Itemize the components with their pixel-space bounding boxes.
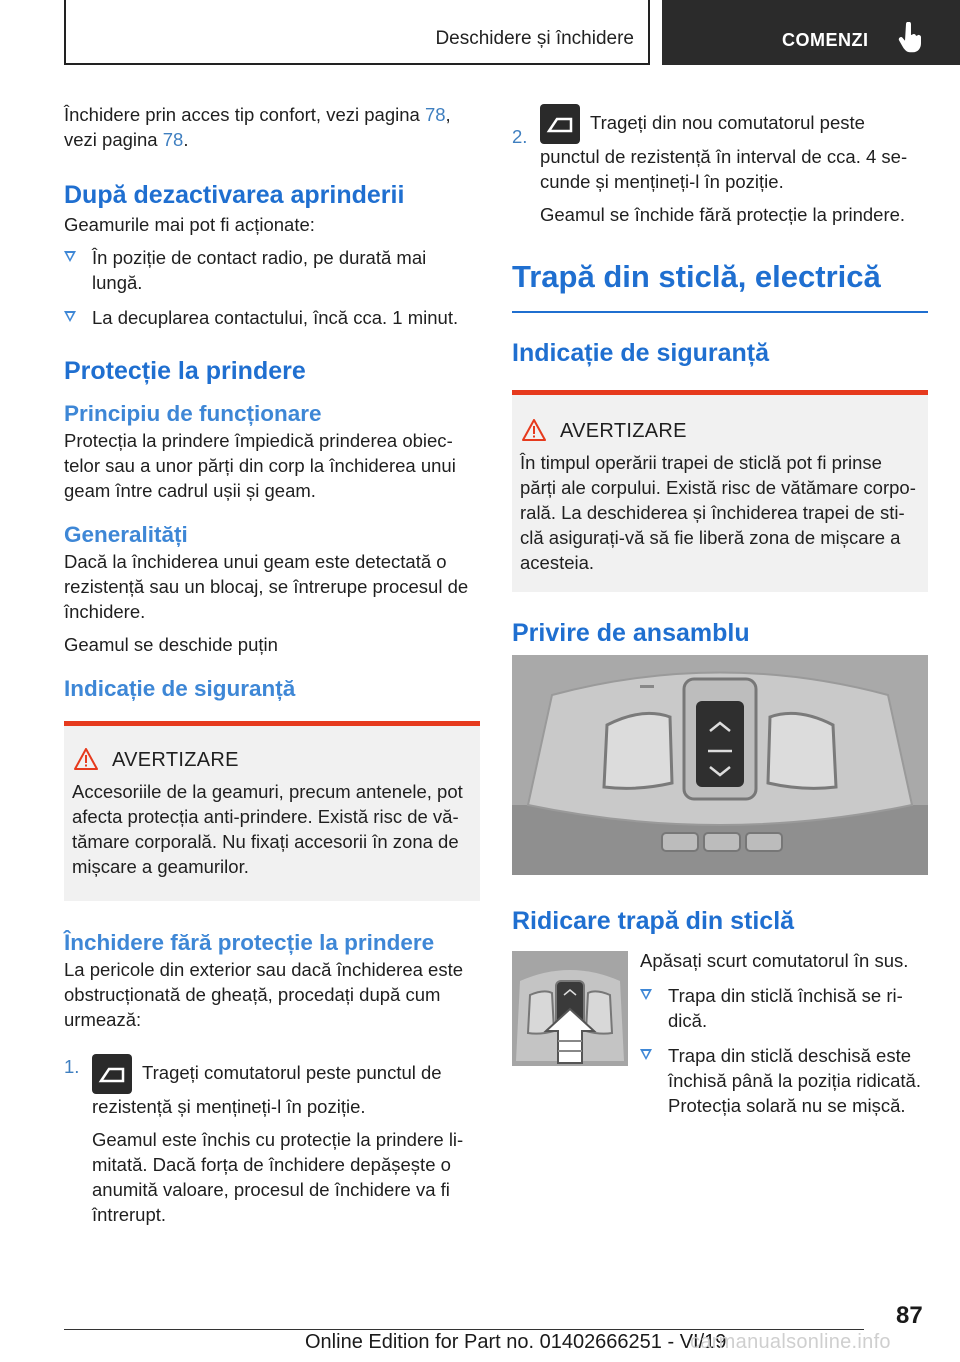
bullet-item [640, 1043, 930, 1118]
warning-text: Accesoriile de la geamuri, precum antenele, pot afecta protecția anti-prindere. Există risc de vătămare corporală. Nu fixați accesorii în zona de mișcare a geamurilor. [72, 781, 463, 877]
intro-paragraph [64, 102, 480, 152]
general-text: Dacă la închiderea unui geam este detectată o rezistență sau un blocaj, se întrerupe procesul de închidere. [64, 551, 469, 622]
page-link-78-second[interactable]: 78 [162, 129, 184, 150]
intro-comma: , [445, 104, 451, 125]
step-2-number: 2. [512, 126, 528, 147]
bullet-triangle-icon [640, 989, 652, 1000]
page-link-78[interactable]: 78 [424, 104, 446, 125]
step-2 [512, 104, 928, 227]
raise-text: Apăsați scurt comutatorul în sus. [640, 950, 909, 971]
bullet-triangle-icon [64, 311, 76, 322]
warning-box [64, 721, 480, 901]
general-text-2: Geamul se deschide puțin [64, 634, 278, 655]
intro-text: Închidere prin acces tip confort, vezi pagina [64, 104, 425, 125]
heading-sunroof: Trapă din sticlă, electrică [512, 259, 881, 294]
heading-principle: Principiu de funcționare [64, 401, 322, 426]
bullet-item [640, 983, 930, 1033]
bullet-triangle-icon [64, 251, 76, 262]
principle-text: Protecția la prindere împiedică prinderea obiectelor sau a unor părți din corp la închiderea unui geam între cadrul ușii și geam. [64, 430, 456, 501]
step-1-text: Trageți comutatorul peste punctul de rezistență și mențineți-l în poziție. [92, 1061, 442, 1117]
step-1-number: 1. [64, 1056, 80, 1077]
intro-text-2: vezi pagina [64, 129, 163, 150]
warning-box-right [512, 390, 928, 592]
warning-triangle-icon [522, 419, 546, 441]
heading-protection: Protecție la prindere [64, 357, 306, 385]
right-column-lower [512, 338, 928, 648]
raise-switch-photo [512, 951, 628, 1066]
footer-divider [64, 1329, 864, 1330]
overhead-console-photo [512, 655, 928, 875]
heading-overview: Privire de ansamblu [512, 619, 750, 647]
step-1-sub: Geamul este închis cu protecție la prindere limitată. Dacă forța de închidere depășește o anumită valoare, procesul de închidere va fi întrerupt. [92, 1129, 464, 1225]
bullet-triangle-icon [640, 1049, 652, 1060]
heading-general: Generalități [64, 522, 188, 547]
hand-pointer-icon [896, 22, 924, 54]
step-2-sub: Geamul se închide fără protecție la prindere. [540, 204, 906, 225]
warning-text-right: În timpul operării trapei de sticlă pot fi prinse părți ale corpului. Există risc de vătămare corporală. La deschiderea și închiderea trapei de sticlă asigurați-vă să fie liberă zona de mișcare a acesteia. [520, 452, 916, 573]
warning-title: AVERTIZARE [112, 749, 239, 771]
windows-can-text: Geamurile mai pot fi acționate: [64, 214, 315, 235]
footer-edition: Online Edition for Part no. 01402666251 - VI/19 [305, 1331, 727, 1353]
heading-after-ignition: După dezactivarea aprinderii [64, 181, 405, 209]
warning-triangle-icon [74, 748, 98, 770]
header-section-title: Deschidere și închidere [435, 28, 634, 49]
window-switch-icon [540, 104, 580, 144]
window-switch-icon [92, 1054, 132, 1094]
heading-safety-right: Indicație de siguranță [512, 339, 770, 367]
footer-watermark: carmanualsonline.info [690, 1331, 891, 1353]
bullet-item [64, 245, 480, 295]
bullet-text: Trapa din sticlă deschisă este închisă până la poziția ridicată. Protecția solară nu se mișcă. [668, 1045, 921, 1116]
header-category-box [662, 0, 960, 65]
heading-raise-sunroof: Ridicare trapă din sticlă [512, 907, 795, 935]
heading-safety: Indicație de siguranță [64, 676, 296, 701]
left-column [64, 102, 480, 1227]
page-number: 87 [896, 1302, 923, 1329]
bullet-text: Trapa din sticlă închisă se ridică. [668, 985, 903, 1031]
warning-title-right: AVERTIZARE [560, 420, 687, 442]
right-column [512, 104, 928, 295]
overhead-console-illustration [512, 655, 928, 875]
raise-switch-illustration [512, 951, 628, 1066]
raise-text-block [640, 948, 930, 1118]
step-1 [64, 1054, 480, 1227]
step-2-text: Trageți din nou comutatorul peste punctul de rezistență în interval de cca. 4 secunde și mențineți-l în poziție. [540, 111, 908, 192]
bullet-item [64, 305, 480, 330]
close-text: La pericole din exterior sau dacă închiderea este obstrucționată de gheață, procedați după cum urmează: [64, 959, 464, 1030]
intro-dot: . [183, 129, 189, 150]
heading-close-without-protection: Închidere fără protecție la prindere [64, 930, 435, 955]
header-category-title: COMENZI [782, 30, 869, 50]
header-section-box [64, 0, 650, 65]
bullet-text: În poziție de contact radio, pe durată mai lungă. [92, 247, 427, 293]
sunroof-heading-rule [512, 311, 928, 313]
bullet-text: La decuplarea contactului, încă cca. 1 minut. [92, 307, 459, 328]
